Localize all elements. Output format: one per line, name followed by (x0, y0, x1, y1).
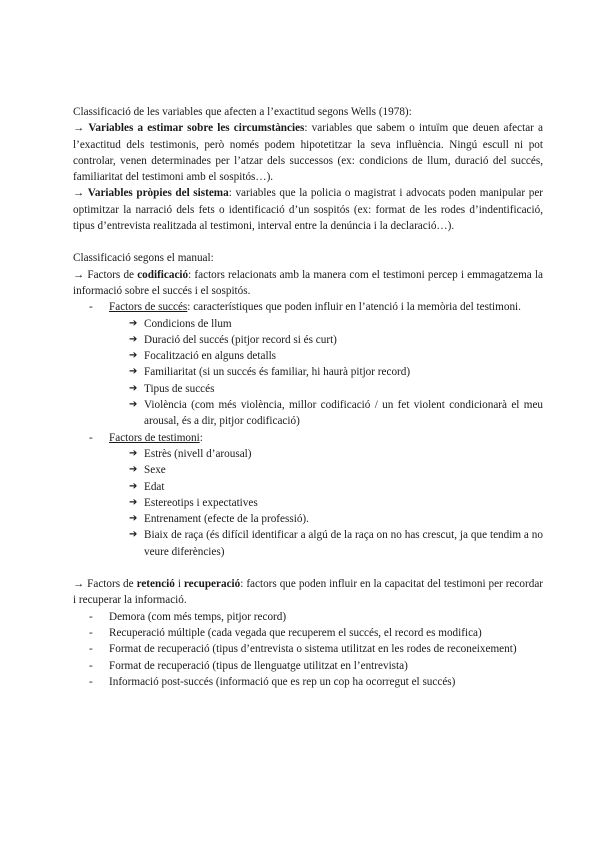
spacer (73, 560, 543, 576)
arrow-bullet-icon: ➔ (129, 350, 138, 362)
spacer (73, 234, 543, 250)
retention-factor-list (73, 609, 543, 690)
conjunction: i (174, 578, 184, 591)
retention-factor-item: - Format de recuperació (tipus de llenguatge utilitzat en l’entrevista) (73, 658, 543, 674)
document-body (73, 104, 543, 690)
term-encoding: codificació (137, 268, 189, 281)
item-text: Estereotips i expectatives (144, 496, 258, 509)
item-text: Sexe (144, 464, 166, 477)
event-factors-item (73, 299, 543, 315)
arrow-bullet-icon: ➔ (129, 382, 138, 394)
term-retrieval: recuperació (183, 578, 241, 591)
arrow-list-item (73, 462, 543, 478)
arrow-list-item (73, 364, 543, 380)
item-text: Duració del succés (pitjor record si és curt) (144, 333, 337, 346)
arrow-list-item (73, 397, 543, 430)
arrow-bullet-icon: ➔ (129, 496, 138, 508)
retention-factor-item: - Demora (com més temps, pitjor record) (73, 609, 543, 625)
witness-factors-label: Factors de testimoni (109, 431, 200, 444)
event-factors-label: Factors de succés (109, 301, 188, 314)
arrow-glyph: → (73, 187, 85, 200)
witness-factors-item (73, 430, 543, 446)
item-text: : (199, 431, 203, 444)
retention-factor-item: - Informació post-succés (informació que es rep un cop ha ocorregut el succés) (73, 674, 543, 690)
arrow-bullet-icon: ➔ (129, 529, 138, 541)
arrow-list-item (73, 479, 543, 495)
arrow-bullet-icon: ➔ (129, 447, 138, 459)
paragraph-encoding-factors (73, 267, 543, 300)
arrow-list-item (73, 495, 543, 511)
item-text: Condicions de llum (144, 317, 232, 330)
arrow-list-item (73, 446, 543, 462)
arrow-list-item (73, 348, 543, 364)
encoding-factor-list (73, 299, 543, 560)
arrow-bullet-icon: ➔ (129, 480, 138, 492)
manual-classification-title: Classificació segons el manual: (73, 252, 214, 265)
paragraph-retention-factors (73, 576, 543, 609)
arrow-list (73, 446, 543, 560)
arrow-list-item (73, 332, 543, 348)
paragraph-circumstance-variables (73, 120, 543, 185)
arrow-list-item (73, 511, 543, 527)
item-text: Biaix de raça (és difícil identificar a algú de la raça on no has crescut, ja que tendim a no veure diferències) (144, 529, 543, 558)
retention-factor-item: - Recuperació múltiple (cada vegada que recuperem el succés, el record es modifica) (73, 625, 543, 641)
item-text: Estrès (nivell d’arousal) (144, 447, 252, 460)
arrow-bullet-icon: ➔ (129, 333, 138, 345)
paragraph-prefix: → Factors de (73, 268, 138, 281)
arrow-list-item (73, 381, 543, 397)
event-factors-sublist (73, 316, 543, 430)
item-text: Edat (144, 480, 165, 493)
term-retention: retenció (136, 578, 175, 591)
arrow-list-item (73, 316, 543, 332)
item-text: Tipus de succés (144, 382, 215, 395)
item-text: Entrenament (efecte de la professió). (144, 513, 309, 526)
arrow-list (73, 316, 543, 430)
paragraph-system-variables (73, 185, 543, 234)
arrow-bullet-icon: ➔ (129, 464, 138, 476)
retention-factor-item: - Format de recuperació (tipus d’entrevista o sistema utilitzat en les rodes de reconeixement) (73, 641, 543, 657)
witness-factors-sublist (73, 446, 543, 560)
item-text: : característiques que poden influir en l’atenció i la memòria del testimoni. (187, 301, 521, 314)
arrow-bullet-icon: ➔ (129, 399, 138, 411)
arrow-glyph: → (73, 122, 85, 135)
item-text: Familiaritat (si un succés és familiar, hi haurà pitjor record) (144, 366, 411, 379)
paragraph-text: : variables que la policia o magistrat i advocats poden manipular per optimitzar la narració dels fets o identificació d’un sospitós (ex: format de les rodes d’indentificació, tipus d’entrevista realitzada al testimoni, interval entre la denúncia i la declaració…). (73, 187, 544, 233)
arrow-bullet-icon: ➔ (129, 366, 138, 378)
paragraph-text: : factors que poden influir en la capacitat del testimoni per recordar i recuperar la informació. (73, 578, 544, 607)
paragraph-prefix: → Factors de (73, 578, 137, 591)
item-text: Violència (com més violència, millor codificació / un fet violent condicionarà el meu arousal, és a dir, pitjor codificació) (144, 399, 543, 428)
arrow-bullet-icon: ➔ (129, 317, 138, 329)
paragraph-text: : variables que sabem o intuïm que deuen afectar a l’exactitud dels testimonis, però només podem hipotetitzar la seva influència. Ningú escull ni pot controlar, venen determinades per l’atzar dels successos (ex: condicions de llum, duració del succés, familiaritat del testimoni amb el sospitós…). (73, 122, 544, 184)
term-system-variables: Variables pròpies del sistema (87, 187, 229, 200)
arrow-bullet-icon: ➔ (129, 513, 138, 525)
wells-classification-title: Classificació de les variables que afecten a l’exactitud segons Wells (1978): (73, 106, 412, 118)
item-text: Focalització en alguns detalls (144, 350, 277, 363)
paragraph-text: : factors relacionats amb la manera com el testimoni percep i emmagatzema la informació sobre el succés i el sospitós. (73, 268, 543, 297)
arrow-list-item (73, 527, 543, 560)
term-circumstance-variables: Variables a estimar sobre les circumstàncies (88, 122, 305, 135)
